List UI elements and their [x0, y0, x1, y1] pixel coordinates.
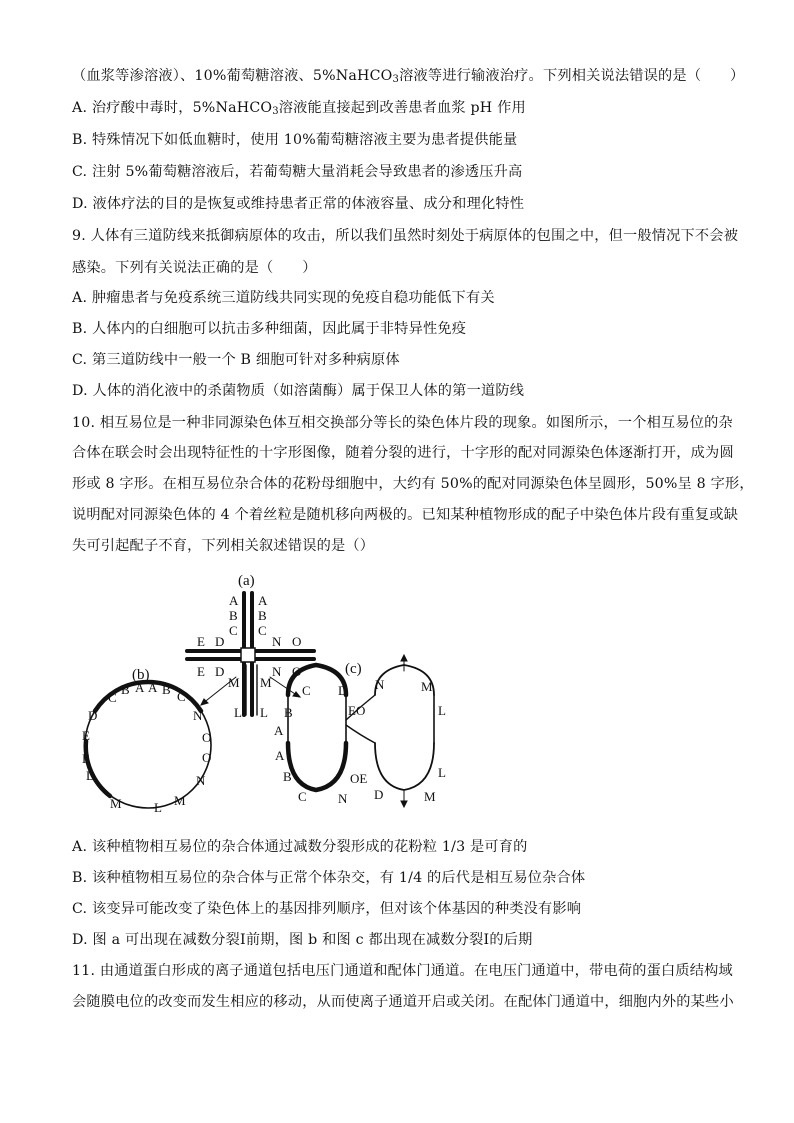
translocation-figure	[70, 565, 490, 820]
cross-label-e2: E	[197, 664, 205, 679]
eight-right-bottom	[375, 743, 434, 790]
cross-label-a1: A	[229, 593, 239, 608]
q9-stem-line-1: 9. 人体有三道防线来抵御病原体的攻击，所以我们虽然时刻处于病原体的包围之中，但一般情况下不会被	[72, 228, 739, 244]
ring-label-o2: O	[202, 750, 212, 765]
eight-label-a2: A	[275, 748, 285, 763]
eight-label-d1: D	[338, 683, 348, 698]
eight-label-l2: L	[438, 765, 446, 780]
eight-label-m2: M	[424, 789, 436, 804]
ring-label-n1: N	[193, 708, 203, 723]
cross-label-b2: B	[258, 608, 267, 623]
eight-label-m1: M	[421, 679, 433, 694]
q11-stem-line-2: 会随膜电位的改变而发生相应的移动，从而使离子通道开启或关闭。在配体门通道中，细胞内外的某些小	[72, 994, 734, 1010]
cross-label-d1: D	[215, 634, 225, 649]
arrow-head-3	[401, 655, 407, 661]
q10-option-d: D. 图 a 可出现在减数分裂Ⅰ前期，图 b 和图 c 都出现在减数分裂Ⅰ的后期	[72, 932, 533, 948]
eight-label-c1: C	[302, 683, 311, 698]
eight-label-eo: EO	[348, 703, 366, 718]
eight-left-bottom	[288, 743, 346, 790]
eight-label-a1: A	[274, 723, 284, 738]
q9-option-c: C. 第三道防线中一般一个 B 细胞可针对多种病原体	[72, 352, 400, 368]
q10-stem-line-2: 合体在联会时会出现特征性的十字形图像，随着分裂的进行，十字形的配对同源染色体逐渐打开，成为圆	[72, 445, 734, 461]
eight-junction-bottom	[346, 725, 375, 743]
ring-label-e1: E	[82, 751, 90, 766]
arrow-head-4	[401, 801, 407, 807]
eight-label-n1: N	[338, 791, 348, 806]
ring-label-e2: E	[82, 728, 90, 743]
ring-label-d1: D	[86, 768, 96, 783]
eight-label-oe: OE	[350, 771, 368, 786]
cross-label-l2: L	[260, 705, 268, 720]
q9-option-a: A. 肿瘤患者与免疫系统三道防线共同实现的免疫自稳功能低下有关	[72, 290, 495, 306]
cross-label-m1: M	[228, 675, 240, 690]
ring-label-a1: A	[135, 680, 145, 695]
ring-label-m2: M	[110, 796, 122, 811]
eight-label-b1: B	[284, 705, 293, 720]
cross-label-o1: O	[292, 634, 302, 649]
ring-label-b1: B	[121, 682, 130, 697]
cross-label-o2: O	[292, 664, 302, 679]
cross-label-c1: C	[229, 623, 238, 638]
q9-option-d: D. 人体的消化液中的杀菌物质（如溶菌酶）属于保卫人体的第一道防线	[72, 383, 525, 399]
q8-option-b: B. 特殊情况下如低血糖时，使用 10%葡萄糖溶液主要为患者提供能量	[72, 132, 518, 148]
q10-stem-line-3: 形或 8 字形。在相互易位杂合体的花粉母细胞中，大约有 50%的配对同源染色体呈圆形，50%呈 8 字形，	[72, 476, 754, 492]
ring-label-d2: D	[88, 708, 98, 723]
q11-stem-line-1: 11. 由通道蛋白形成的离子通道包括电压门通道和配体门通道。在电压门通道中，带电荷的蛋白质结构域	[72, 963, 733, 979]
eight-label-l1: L	[438, 703, 446, 718]
q10-stem-line-5: 失可引起配子不育，下列相关叙述错误的是（）	[72, 538, 375, 554]
ring-label-b2: B	[162, 682, 171, 697]
cross-label-e1: E	[197, 634, 205, 649]
ring-label-a2: A	[148, 680, 158, 695]
q10-stem-line-1: 10. 相互易位是一种非同源染色体互相交换部分等长的染色体片段的现象。如图所示，一个相互易位的杂	[72, 415, 733, 431]
q8-stem	[72, 66, 745, 86]
cross-label-n2: N	[272, 664, 282, 679]
ring-label-n2: N	[196, 773, 206, 788]
q10-option-a: A. 该种植物相互易位的杂合体通过减数分裂形成的花粉粒 1/3 是可育的	[72, 839, 528, 855]
q10-stem-line-4: 说明配对同源染色体的 4 个着丝粒是随机移向两极的。已知某种植物形成的配子中染色体片段有重复或缺	[72, 507, 739, 523]
q8-option-a	[72, 98, 732, 118]
cross-label-m2: M	[260, 675, 272, 690]
q8-option-a-end: 溶液能直接起到改善患者血浆 pH 作用	[278, 100, 526, 116]
cross-label-b1: B	[229, 608, 238, 623]
q8-option-c: C. 注射 5%葡萄糖溶液后，若葡萄糖大量消耗会导致患者的渗透压升高	[72, 164, 523, 180]
cross-center	[241, 648, 255, 662]
q8-stem-text: （血浆等渗溶液）、10%葡萄糖溶液、5%NaHCO	[72, 68, 393, 84]
q8-option-d: D. 液体疗法的目的是恢复或维持患者正常的体液容量、成分和理化特性	[72, 196, 525, 212]
q10-option-c: C. 该变异可能改变了染色体上的基因排列顺序，但对该个体基因的种类没有影响	[72, 901, 582, 917]
panel-label-c: (c)	[345, 661, 362, 677]
cross-label-n1: N	[272, 634, 282, 649]
eight-label-b2: B	[283, 769, 292, 784]
ring-label-m1: M	[174, 793, 186, 808]
cross-label-c2: C	[258, 623, 267, 638]
q8-option-a-text: A. 治疗酸中毒时，5%NaHCO	[72, 100, 273, 116]
q8-stem-subscript: 3	[392, 74, 400, 85]
q8-stem-end: 溶液等进行输液治疗。下列相关说法错误的是（ ）	[399, 68, 745, 84]
eight-label-n2: N	[375, 677, 385, 692]
ring-label-l1: L	[154, 800, 162, 815]
ring-label-c1: C	[108, 690, 117, 705]
ring-label-o1: O	[202, 730, 212, 745]
q8-option-a-subscript: 3	[272, 106, 279, 117]
ring-label-c2: C	[177, 689, 186, 704]
cross-label-a2: A	[258, 593, 268, 608]
cross-label-l1: L	[234, 705, 242, 720]
panel-label-b: (b)	[132, 667, 150, 683]
q9-stem-line-2: 感染。下列有关说法正确的是（ ）	[72, 260, 317, 276]
panel-label-a: (a)	[238, 573, 255, 589]
eight-label-d2: D	[374, 787, 384, 802]
cross-label-d2: D	[215, 664, 225, 679]
eight-label-c2: C	[298, 789, 307, 804]
q10-option-b: B. 该种植物相互易位的杂合体与正常个体杂交，有 1/4 的后代是相互易位杂合体	[72, 870, 586, 886]
q9-option-b: B. 人体内的白细胞可以抗击多种细菌，因此属于非特异性免疫	[72, 321, 467, 337]
